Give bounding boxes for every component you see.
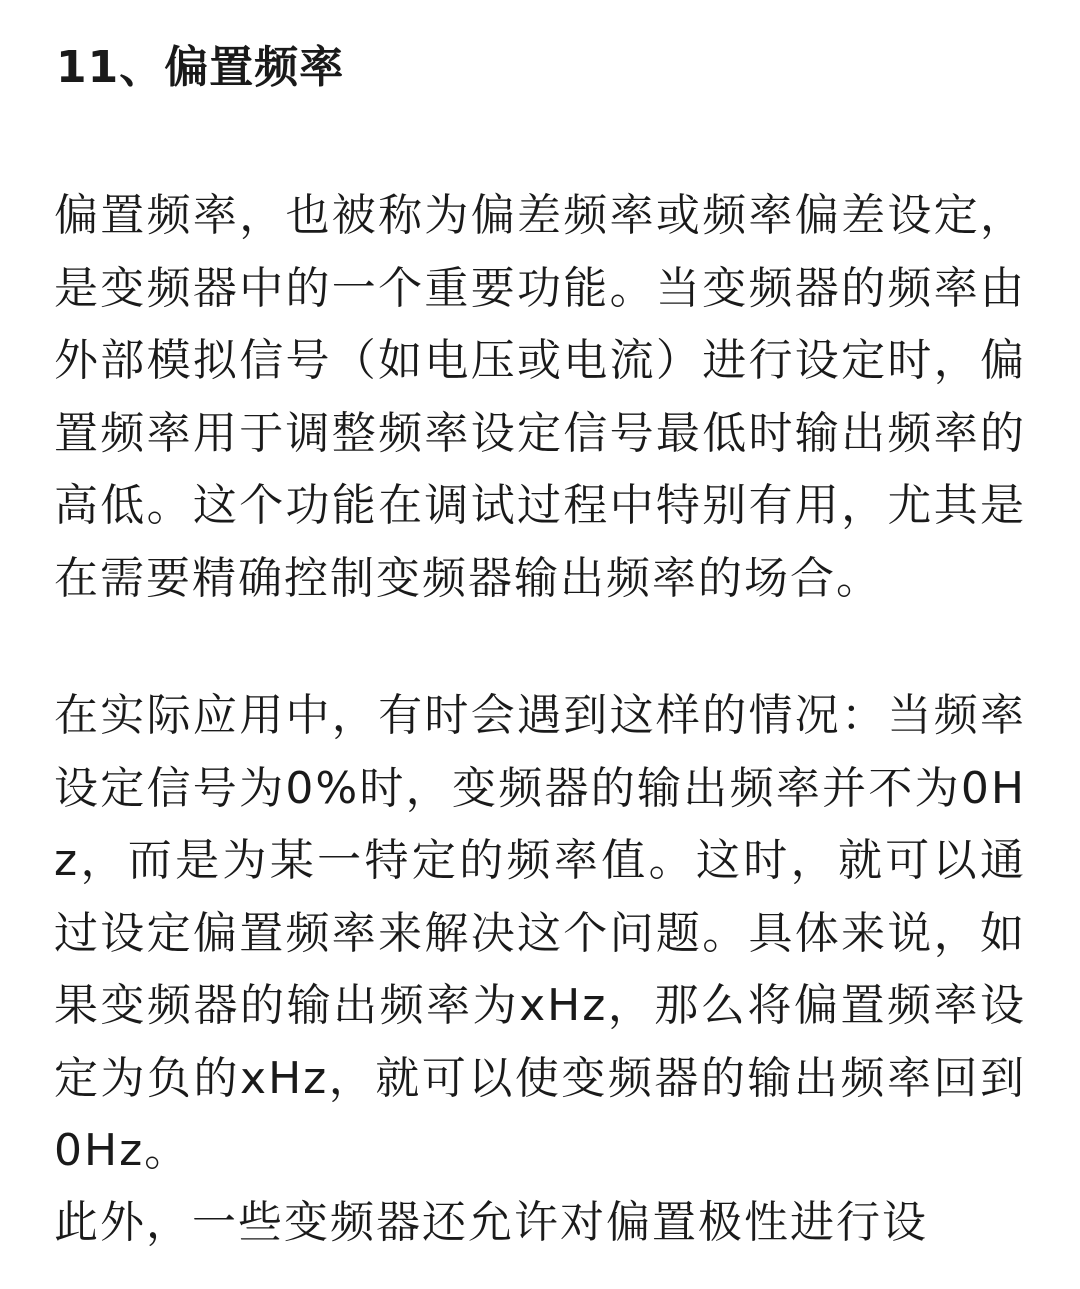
section-heading: 11、偏置频率 bbox=[56, 42, 345, 93]
paragraph-definition: 偏置频率，也被称为偏差频率或频率偏差设定，是变频器中的一个重要功能。当变频器的频率由外部模拟信号（如电压或电流）进行设定时，偏置频率用于调整频率设定信号最低时输出频率的高低。这个功能在调试过程中特别有用，尤其是在需要精确控制变频器输出频率的场合。 bbox=[54, 190, 1026, 604]
paragraph-application: 在实际应用中，有时会遇到这样的情况：当频率设定信号为0%时，变频器的输出频率并不为0Hz，而是为某一特定的频率值。这时，就可以通过设定偏置频率来解决这个问题。具体来说，如果变频器的输出频率为xHz，那么将偏置频率设定为负的xHz，就可以使变频器的输出频率回到0Hz。 bbox=[54, 690, 1026, 1176]
paragraph-polarity: 此外，一些变频器还允许对偏置极性进行设 bbox=[54, 1197, 928, 1248]
